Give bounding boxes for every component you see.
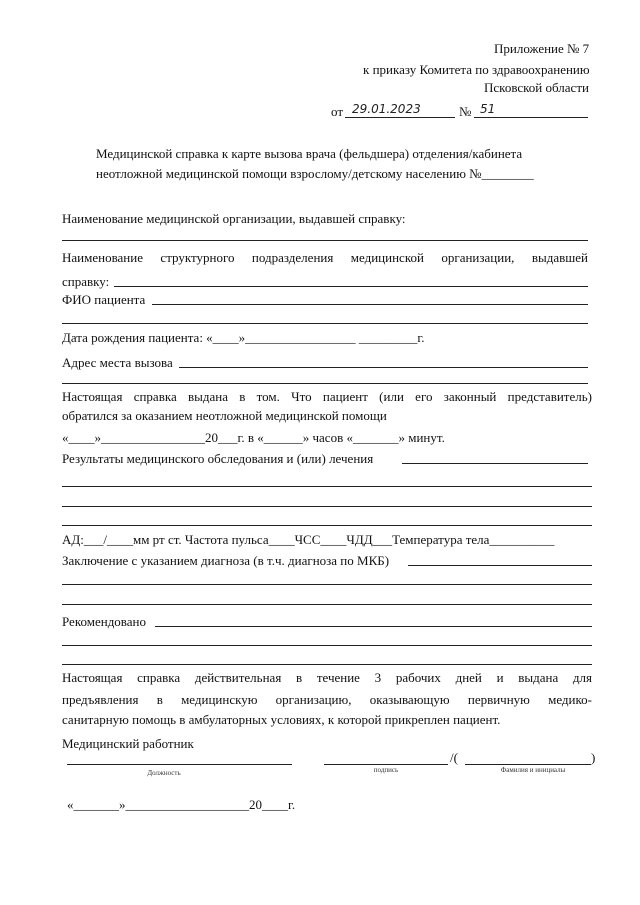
patient-name-line-2[interactable] (62, 323, 588, 324)
signature-close-paren: ) (591, 750, 596, 765)
conclusion-line[interactable] (408, 565, 592, 566)
subdivision-line[interactable] (114, 286, 588, 287)
issued-statement-line3: «____»________________20___г. в «______» часов «_______» минут. (62, 430, 445, 445)
validity-line2: предъявления в медицинскую организацию, оказывающую первичную медико- (62, 692, 592, 707)
subdivision-label-line1: Наименование структурного подразделения медицинской организации, выдавшей (62, 250, 588, 265)
order-line: к приказу Комитета по здравоохранению (363, 62, 590, 77)
results-line-2[interactable] (62, 486, 592, 487)
subdivision-label-line2: справку: (62, 274, 110, 289)
results-line-4[interactable] (62, 525, 592, 526)
issued-statement-line1: Настоящая справка выдана в том. Что пациент (или его законный представитель) (62, 389, 592, 404)
recommended-line-2[interactable] (62, 645, 592, 646)
document-title-line2: неотложной медицинской помощи взрослому/детскому населению №________ (96, 166, 534, 181)
address-line[interactable] (179, 367, 588, 368)
signature-caption: подпись (373, 766, 399, 774)
recommended-line[interactable] (155, 626, 592, 627)
birth-date-field: Дата рождения пациента: «____»_________________ _________г. (62, 330, 425, 345)
results-line-3[interactable] (62, 506, 592, 507)
position-line[interactable] (67, 764, 292, 765)
medical-worker-label: Медицинский работник (62, 736, 194, 751)
position-caption: Должность (147, 769, 181, 777)
org-name-line[interactable] (62, 240, 588, 241)
validity-line3: санитарную помощь в амбулаторных условиях, к которой прикреплен пациент. (62, 712, 501, 727)
address-line-2[interactable] (62, 383, 588, 384)
results-line[interactable] (402, 463, 588, 464)
issue-date-field: «_______»___________________20____г. (67, 797, 296, 812)
appendix-number: Приложение № 7 (494, 41, 590, 56)
validity-line1: Настоящая справка действительная в течение 3 рабочих дней и выдана для (62, 670, 592, 685)
vitals-field: АД:___/____мм рт ст. Частота пульса____ЧСС____ЧДД___Температура тела__________ (62, 532, 555, 547)
address-label: Адрес места вызова (62, 355, 173, 370)
date-prefix: от (331, 104, 344, 119)
org-name-label: Наименование медицинской организации, выдавшей справку: (62, 211, 406, 226)
conclusion-line-2[interactable] (62, 584, 592, 585)
full-name-line[interactable] (465, 764, 591, 765)
region-line: Псковской области (484, 80, 589, 95)
recommended-line-3[interactable] (62, 664, 592, 665)
recommended-label: Рекомендовано (62, 614, 146, 629)
conclusion-line-3[interactable] (62, 604, 592, 605)
full-name-caption: Фамилия и инициалы (500, 766, 566, 774)
order-date-line (345, 117, 455, 118)
results-label: Результаты медицинского обследования и (или) лечения (62, 451, 374, 466)
patient-name-line[interactable] (152, 304, 588, 305)
signature-slash: /( (450, 750, 458, 765)
order-date-handwritten: 29.01.2023 (352, 102, 421, 116)
order-number-line (474, 117, 588, 118)
issued-statement-line2: обратился за оказанием неотложной медицинской помощи (62, 408, 387, 423)
document-title-line1: Медицинской справка к карте вызова врача (фельдшера) отделения/кабинета (96, 146, 523, 161)
number-prefix: № (459, 104, 472, 119)
order-number-handwritten: 51 (480, 102, 496, 116)
conclusion-label: Заключение с указанием диагноза (в т.ч. диагноза по МКБ) (62, 553, 390, 568)
patient-name-label: ФИО пациента (62, 292, 146, 307)
signature-line[interactable] (324, 764, 448, 765)
